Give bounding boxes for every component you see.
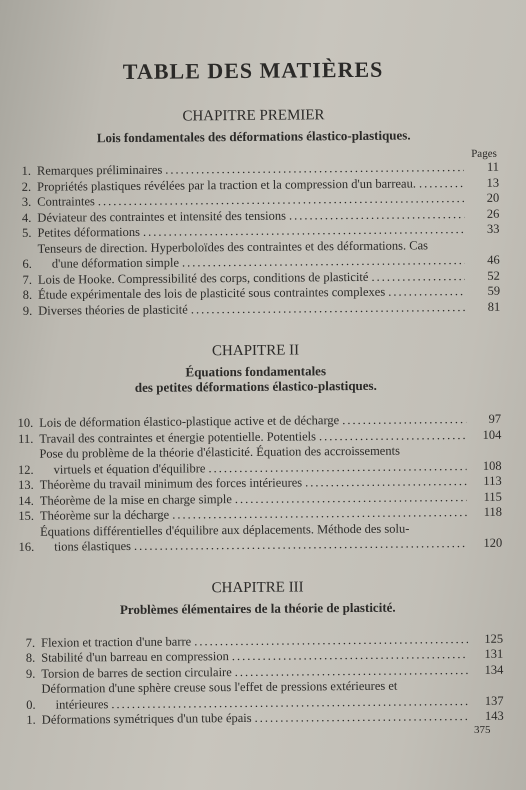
entry-number: 10.	[17, 415, 34, 430]
entry-title: Petites déformations	[37, 224, 140, 240]
entry-number: 2.	[21, 179, 32, 194]
entry-number: 1.	[26, 712, 36, 727]
entry-page: 131	[484, 646, 504, 661]
chapter-2-heading: CHAPITRE II	[211, 342, 300, 360]
entry-title-continued: tions élastiques	[54, 538, 132, 554]
entry-page: 137	[484, 693, 504, 708]
entry-title: Théorème de la mise en charge simple	[39, 491, 232, 508]
entry-number: 12.	[17, 462, 34, 477]
entry-number: 14.	[18, 493, 34, 508]
entry-title: Lois de Hooke. Compressibilité des corps, conditions de plasticité	[37, 269, 369, 287]
toc-entry	[13, 678, 503, 713]
entry-title: Remarques préliminaires	[36, 162, 163, 178]
entry-number: 9.	[25, 666, 36, 681]
dot-leader	[255, 709, 469, 726]
entry-title: Diverses théories de plasticité	[38, 301, 188, 318]
entry-page: 143	[484, 708, 504, 723]
entry-title: Contraintes	[37, 194, 95, 209]
chapter-1-heading: CHAPITRE PREMIER	[182, 107, 325, 125]
chapter-1-subtitle: Lois fondamentales des déformations élastico-plastiques.	[96, 127, 411, 146]
entry-number: 9.	[22, 303, 33, 318]
entry-page: 113	[483, 473, 502, 488]
dot-leader	[388, 284, 465, 300]
dot-leader	[342, 412, 466, 429]
entry-title: Stabilité d'un barreau en compression	[41, 649, 229, 665]
entry-title: Travail des contraintes et énergie potentielle. Potentiels	[39, 428, 317, 446]
entry-title-continued: virtuels et équation d'équilibre	[53, 460, 206, 477]
entry-number: 8.	[22, 287, 33, 302]
chapter-2-subtitle: Équations fondamentales	[185, 363, 327, 380]
entry-title: Pose du problème de la théorie d'élasticité. Équation des accroissements	[39, 443, 400, 461]
chapter-3-heading: CHAPITRE III	[211, 578, 304, 596]
page-number: 375	[474, 724, 491, 736]
dot-leader	[134, 536, 467, 554]
entry-page: 118	[483, 504, 503, 519]
entry-title: Déformation d'une sphère creuse sous l'effet de pressions extérieures et	[41, 678, 398, 696]
dot-leader	[319, 428, 466, 445]
entry-number: 1.	[21, 163, 32, 178]
entry-title: Théorème sur la décharge	[39, 507, 170, 523]
entry-page: 97	[488, 411, 502, 426]
entry-page: 104	[482, 427, 502, 442]
entry-title: Étude expérimentale des lois de plasticité sous contraintes complexes	[37, 284, 386, 302]
entry-page: 125	[484, 631, 504, 646]
page-title: TABLE DES MATIÈRES	[122, 56, 384, 84]
entry-title: Déformations symétriques d'un tube épais	[41, 710, 252, 727]
dot-leader	[371, 269, 465, 285]
entry-page: 115	[483, 489, 502, 504]
chapter-2-subtitle-line2: des petites déformations élastico-plastiques.	[134, 377, 377, 395]
entry-page: 108	[482, 458, 502, 473]
toc-entry	[14, 709, 504, 729]
entry-page: 120	[483, 535, 503, 550]
entry-number: 4.	[21, 210, 32, 225]
entry-number: 7.	[25, 635, 36, 650]
toc-entry	[12, 520, 502, 555]
toc-entry	[11, 443, 501, 478]
entry-number: 16.	[18, 539, 35, 554]
toc-entry	[10, 237, 500, 272]
entry-number: 11.	[18, 431, 34, 446]
entry-title: Théorème du travail minimum des forces intérieures	[39, 475, 303, 492]
entry-title: Torsion de barres de section circulaire	[41, 664, 232, 681]
entry-title-continued: d'une déformation simple	[51, 255, 180, 271]
entry-page: 46	[487, 252, 500, 267]
entry-page: 33	[486, 221, 500, 236]
dot-leader	[191, 300, 466, 318]
entry-number: 0.	[26, 697, 36, 712]
entry-title-continued: intérieures	[55, 696, 109, 712]
table-of-contents	[8, 56, 504, 729]
entry-page: 20	[486, 190, 500, 205]
entry-title: Tenseurs de direction. Hyperboloïdes des contraintes et des déformations. Cas	[37, 237, 429, 256]
entry-title: Équations différentielles d'équilibre aux déplacements. Méthode des solu-	[40, 521, 410, 539]
entry-page: 59	[487, 283, 501, 298]
entry-number: 8.	[25, 650, 36, 665]
pages-column-header: Pages	[471, 147, 497, 160]
entry-title: Propriétés plastiques révélées par la traction et la compression d'un barreau.	[37, 175, 417, 194]
entry-page: 26	[486, 206, 500, 221]
entry-number: 5.	[22, 225, 32, 240]
entry-page: 81	[487, 299, 501, 314]
dot-leader	[419, 176, 464, 192]
entry-title: Flexion et traction d'une barre	[41, 633, 192, 650]
entry-page: 52	[487, 268, 500, 283]
entry-page: 134	[484, 662, 504, 677]
entry-number: 15.	[18, 508, 35, 523]
entry-number: 3.	[21, 194, 32, 209]
entry-title: Lois de déformation élastico-plastique active et de décharge	[39, 413, 340, 430]
chapter-3-subtitle: Problèmes élémentaires de la théorie de plasticité.	[119, 599, 396, 617]
dot-leader	[289, 207, 465, 224]
entry-page: 11	[486, 159, 500, 174]
entry-title: Déviateur des contraintes et intensité des tensions	[37, 208, 286, 225]
entry-page: 13	[486, 175, 500, 190]
entry-number: 13.	[18, 477, 34, 492]
entry-number: 7.	[22, 272, 32, 287]
dot-leader	[305, 474, 467, 491]
entry-number: 6.	[22, 256, 32, 271]
